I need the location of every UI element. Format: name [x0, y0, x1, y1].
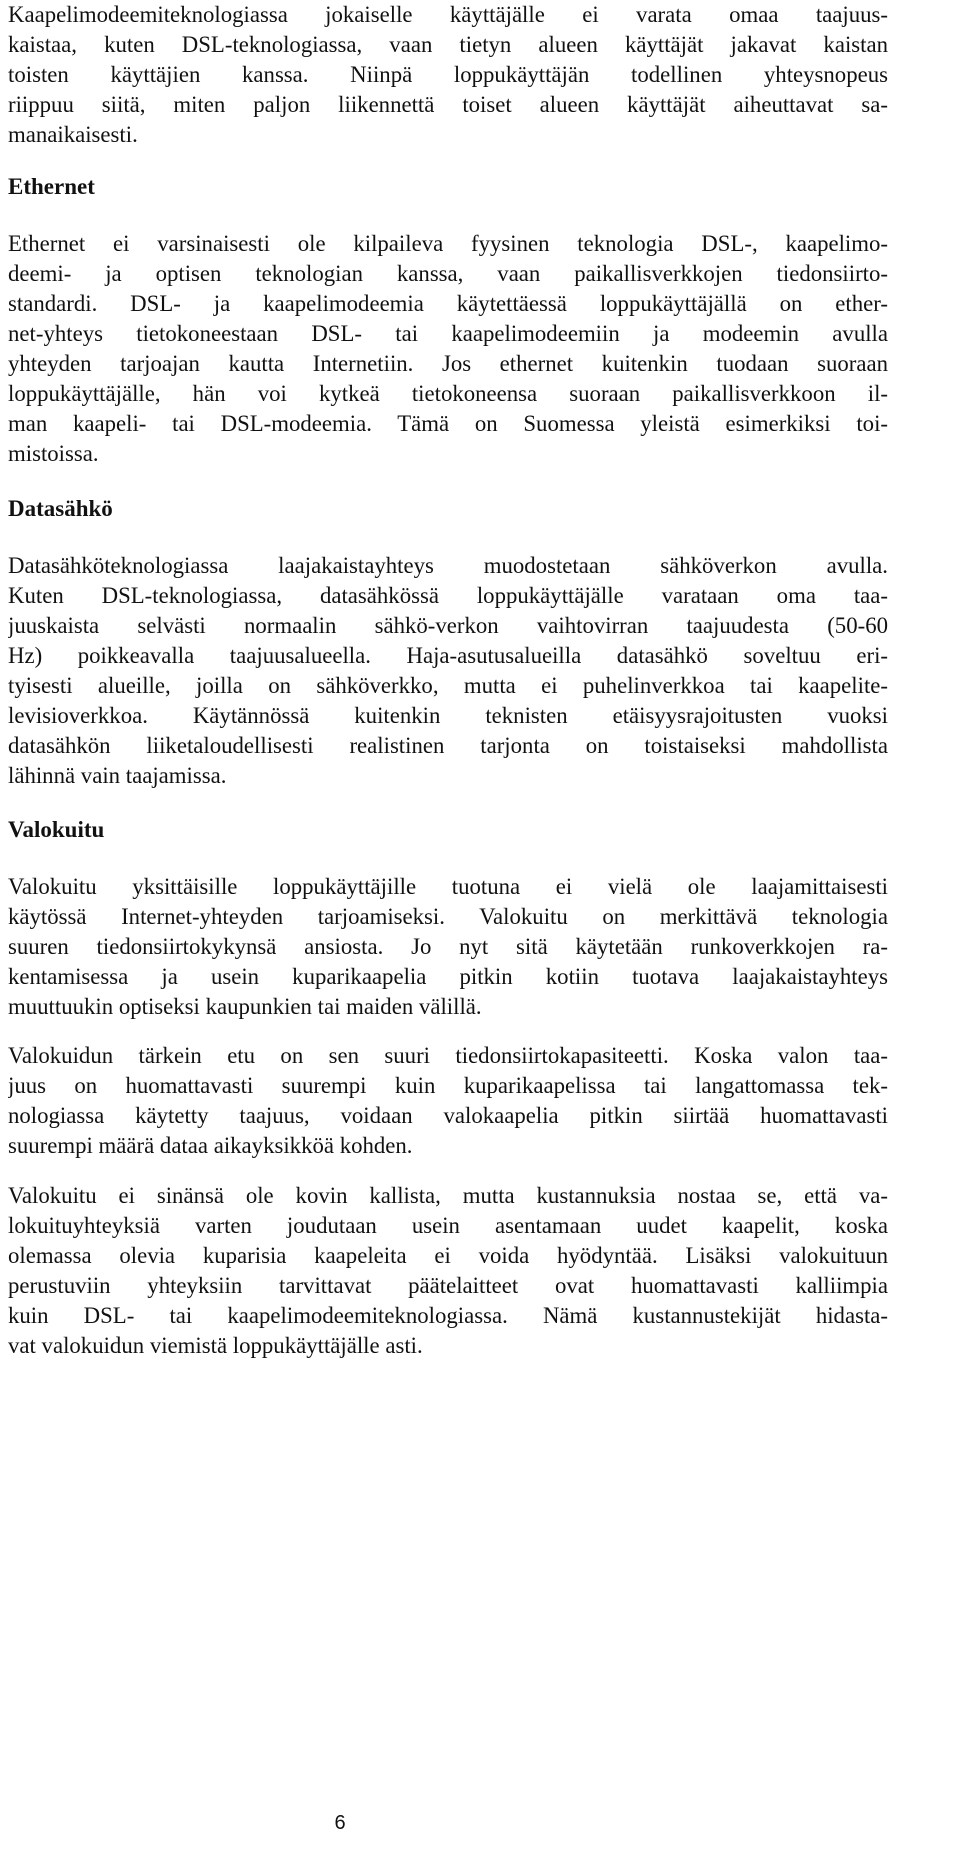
- text-line: juus on huomattavasti suurempi kuin kuparikaapelissa tai langattomassa tek-: [8, 1073, 888, 1098]
- text-line: net-yhteys tietokoneestaan DSL- tai kaapelimodeemiin ja modeemin avulla: [8, 321, 888, 346]
- datasahko-paragraph: [8, 551, 888, 791]
- text-line: deemi- ja optisen teknologian kanssa, vaan paikallisverkkojen tiedonsiirto-: [8, 261, 888, 286]
- text-line: suurempi määrä dataa aikayksikköä kohden.: [8, 1133, 413, 1158]
- text-line: tyisesti alueille, joilla on sähköverkko, mutta ei puhelinverkkoa tai kaapelite-: [8, 673, 888, 698]
- text-line: lokuituyhteyksiä varten joudutaan usein asentamaan uudet kaapelit, koska: [8, 1213, 888, 1238]
- text-line: kentamisessa ja usein kuparikaapelia pitkin kotiin tuotava laajakaistayhteys: [8, 964, 888, 989]
- text-line: manaikaisesti.: [8, 122, 138, 147]
- text-line: suuren tiedonsiirtokykynsä ansiosta. Jo nyt sitä käytetään runkoverkkojen ra-: [8, 934, 888, 959]
- section-heading-datasahko: Datasähkö: [8, 496, 113, 521]
- text-line: Kuten DSL-teknologiassa, datasähkössä loppukäyttäjälle varataan oma taa-: [8, 583, 888, 608]
- text-line: toisten käyttäjien kanssa. Niinpä loppukäyttäjän todellinen yhteysnopeus: [8, 62, 888, 87]
- text-line: loppukäyttäjälle, hän voi kytkeä tietokoneensa suoraan paikallisverkkoon il-: [8, 381, 888, 406]
- valokuitu-paragraph-2: [8, 1041, 888, 1161]
- text-line: datasähkön liiketaloudellisesti realistinen tarjonta on toistaiseksi mahdollista: [8, 733, 888, 758]
- text-line: Valokuitu yksittäisille loppukäyttäjille tuotuna ei vielä ole laajamittaisesti: [8, 874, 888, 899]
- text-line: yhteyden tarjoajan kautta Internetiin. Jos ethernet kuitenkin tuodaan suoraan: [8, 351, 888, 376]
- text-line: perustuviin yhteyksiin tarvittavat päätelaitteet ovat huomattavasti kalliimpia: [8, 1273, 888, 1298]
- text-line: muuttuukin optiseksi kaupunkien tai maiden välillä.: [8, 994, 482, 1019]
- text-line: kuin DSL- tai kaapelimodeemiteknologiassa. Nämä kustannustekijät hidasta-: [8, 1303, 888, 1328]
- page-number: 6: [334, 1812, 346, 1834]
- text-line: man kaapeli- tai DSL-modeemia. Tämä on Suomessa yleistä esimerkiksi toi-: [8, 411, 888, 436]
- section-heading-ethernet: Ethernet: [8, 174, 95, 199]
- text-line: nologiassa käytetty taajuus, voidaan valokaapelia pitkin siirtää huomattavasti: [8, 1103, 888, 1128]
- text-line: Valokuidun tärkein etu on sen suuri tiedonsiirtokapasiteetti. Koska valon taa-: [8, 1043, 888, 1068]
- text-line: käytössä Internet-yhteyden tarjoamiseksi. Valokuitu on merkittävä teknologia: [8, 904, 888, 929]
- text-line: Kaapelimodeemiteknologiassa jokaiselle käyttäjälle ei varata omaa taajuus-: [8, 2, 888, 27]
- section-heading-valokuitu: Valokuitu: [8, 817, 105, 842]
- text-line: Ethernet ei varsinaisesti ole kilpaileva fyysinen teknologia DSL-, kaapelimo-: [8, 231, 888, 256]
- text-line: Hz) poikkeavalla taajuusalueella. Haja-asutusalueilla datasähkö soveltuu eri-: [8, 643, 888, 668]
- valokuitu-paragraph-3: [8, 1181, 888, 1361]
- intro-paragraph: [8, 0, 888, 150]
- text-line: Valokuitu ei sinänsä ole kovin kallista, mutta kustannuksia nostaa se, että va-: [8, 1183, 888, 1208]
- text-line: mistoissa.: [8, 441, 99, 466]
- ethernet-paragraph: [8, 229, 888, 469]
- text-line: juuskaista selvästi normaalin sähkö-verkon vaihtovirran taajuudesta (50-60: [8, 613, 888, 638]
- text-line: levisioverkkoa. Käytännössä kuitenkin teknisten etäisyysrajoitusten vuoksi: [8, 703, 888, 728]
- text-line: olemassa olevia kuparisia kaapeleita ei voida hyödyntää. Lisäksi valokuituun: [8, 1243, 888, 1268]
- text-line: Datasähköteknologiassa laajakaistayhteys muodostetaan sähköverkon avulla.: [8, 553, 888, 578]
- text-line: riippuu siitä, miten paljon liikennettä toiset alueen käyttäjät aiheuttavat sa-: [8, 92, 888, 117]
- text-line: standardi. DSL- ja kaapelimodeemia käytettäessä loppukäyttäjällä on ether-: [8, 291, 888, 316]
- text-line: vat valokuidun viemistä loppukäyttäjälle asti.: [8, 1333, 423, 1358]
- text-line: kaistaa, kuten DSL-teknologiassa, vaan tietyn alueen käyttäjät jakavat kaistan: [8, 32, 888, 57]
- text-line: lähinnä vain taajamissa.: [8, 763, 227, 788]
- valokuitu-paragraph-1: [8, 872, 888, 1022]
